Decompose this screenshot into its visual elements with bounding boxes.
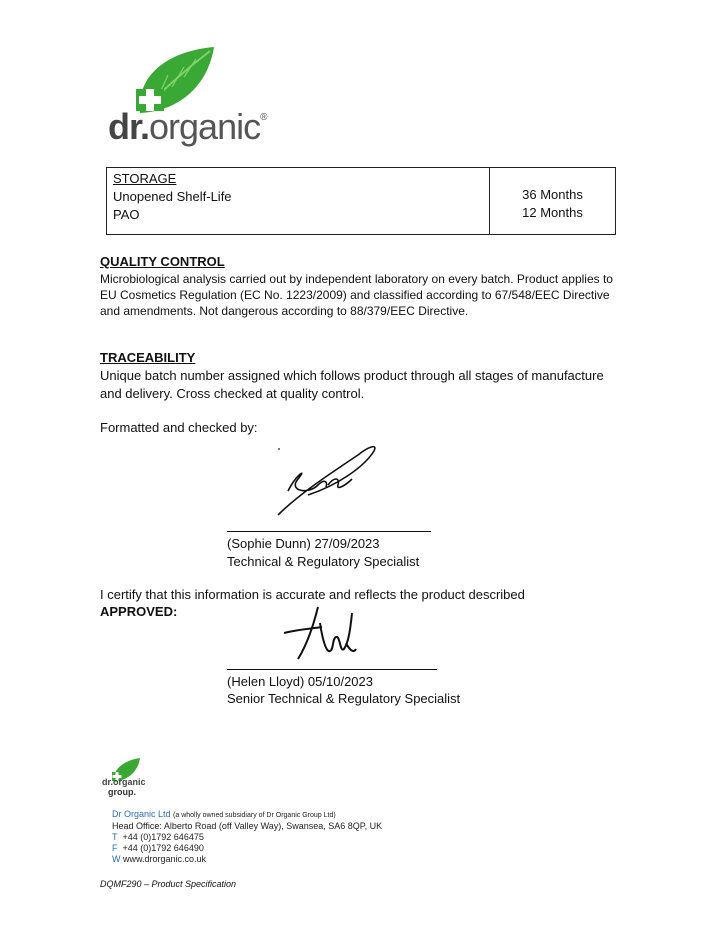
storage-row-value: 12 Months xyxy=(522,205,583,220)
footer-company-note: (a wholly owned subsidiary of Dr Organic Group Ltd) xyxy=(173,812,336,819)
storage-row-label: Unopened Shelf-Life xyxy=(113,189,232,204)
footer-tel-label: T xyxy=(112,832,118,842)
footer-tel: +44 (0)1792 646475 xyxy=(122,832,204,842)
footer-address xyxy=(112,809,382,865)
footer-web-link[interactable]: www.drorganic.co.uk xyxy=(123,854,207,864)
quality-heading: QUALITY CONTROL xyxy=(100,254,225,269)
formatted-label: Formatted and checked by: xyxy=(100,420,258,435)
signature-sophie xyxy=(268,435,383,520)
formatted-name-date: (Sophie Dunn) 27/09/2023 xyxy=(227,536,380,551)
document-reference: DQMF290 – Product Specification xyxy=(100,879,237,889)
certify-name-date: (Helen Lloyd) 05/10/2023 xyxy=(227,674,373,689)
brand-logo: dr.organic® xyxy=(108,106,267,147)
storage-row-label: PAO xyxy=(113,207,140,222)
footer-web-label: W xyxy=(112,854,121,864)
quality-text: Microbiological analysis carried out by independent laboratory on every batch. Product applies to EU Cosmetics Regulation (EC No. 1223/2009) and classified according to 67/548/EEC Directive and amendments. Not dangerous according to 88/379/EEC Directive. xyxy=(100,272,613,318)
signature-line xyxy=(227,531,431,532)
footer-company: Dr Organic Ltd xyxy=(112,809,171,819)
storage-row-value: 36 Months xyxy=(522,187,583,202)
signature-helen xyxy=(280,603,360,663)
signature-line xyxy=(227,669,437,670)
footer-fax: +44 (0)1792 646490 xyxy=(122,843,204,853)
footer-fax-label: F xyxy=(112,843,118,853)
traceability-heading: TRACEABILITY xyxy=(100,350,196,365)
formatted-role: Technical & Regulatory Specialist xyxy=(227,554,420,569)
approved-label: APPROVED: xyxy=(100,604,178,619)
traceability-text: Unique batch number assigned which follows product through all stages of manufacture and delivery. Cross checked at quality control. xyxy=(100,368,604,401)
footer-logo xyxy=(100,756,150,800)
footer-logo-group: group. xyxy=(108,787,136,797)
certify-text: I certify that this information is accurate and reflects the product described xyxy=(100,587,525,602)
footer-logo-text: dr.organic xyxy=(102,777,146,787)
storage-table xyxy=(106,167,616,235)
certify-role: Senior Technical & Regulatory Specialist xyxy=(227,691,461,706)
storage-heading: STORAGE xyxy=(113,171,177,186)
footer-office: Head Office: Alberto Road (off Valley Way), Swansea, SA6 8QP, UK xyxy=(112,821,383,831)
